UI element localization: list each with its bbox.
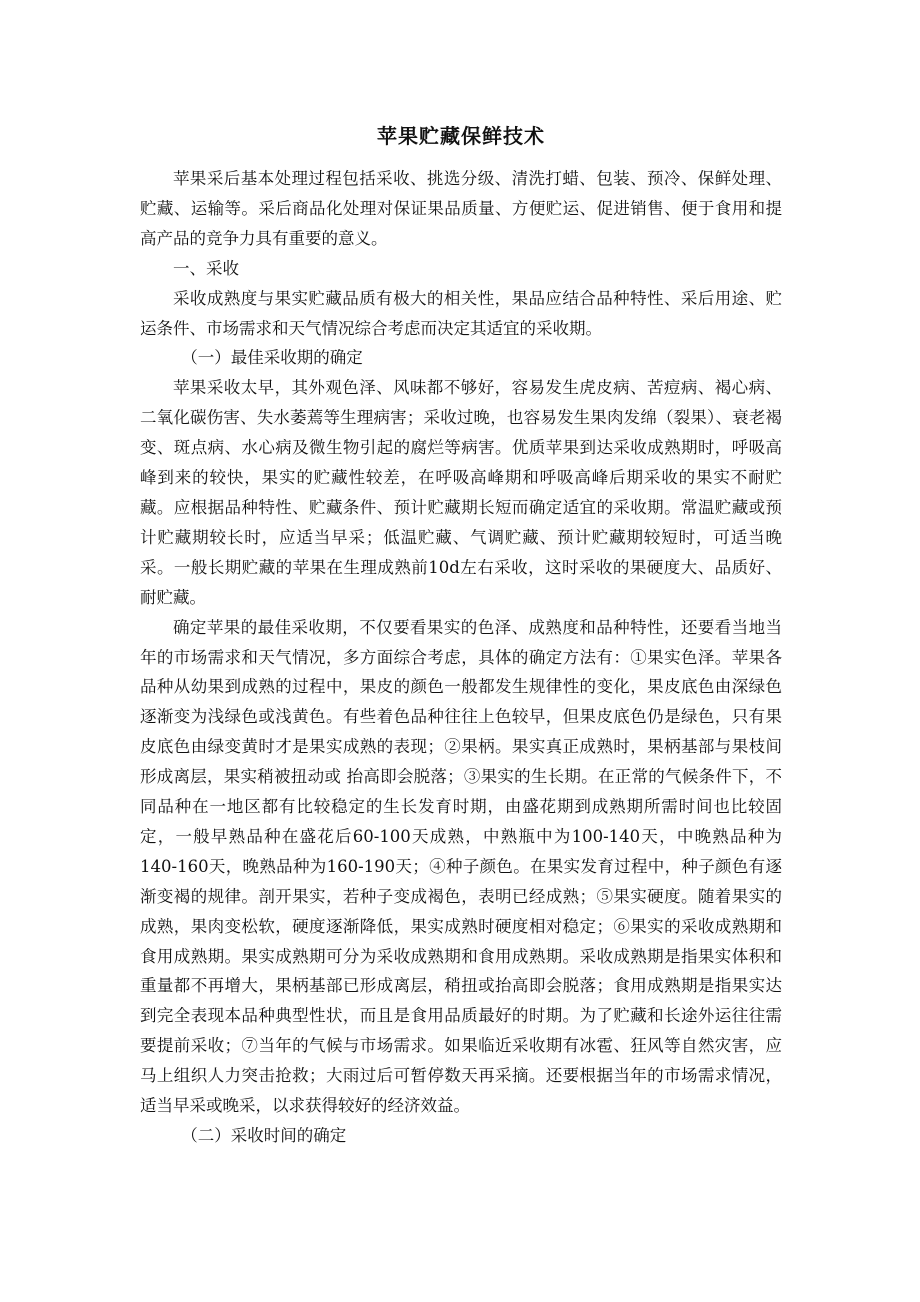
best-harvest-paragraph-1: 苹果采收太早，其外观色泽、风味都不够好，容易发生虎皮病、苦痘病、褐心病、二氧化碳伤害、失水萎蔫等生理病害；采收过晚，也容易发生果肉发绵（裂果）、衰老褐变、斑点病、水心病及微生物引起的腐烂等病害。优质苹果到达采收成熟期时，呼吸高峰到来的较快，果实的贮藏性较差，在呼吸高峰期和呼吸高峰后期采收的果实不耐贮藏。应根据品种特性、贮藏条件、预计贮藏期长短而确定适宜的采收期。常温贮藏或预计贮藏期较长时，应适当早采；低温贮藏、气调贮藏、预计贮藏期较短时，可适当晚采。一般长期贮藏的苹果在生理成熟前10d左右采收，这时采收的果硬度大、品质好、耐贮藏。 [140,378,782,607]
document-page [140,120,782,1151]
harvest-paragraph: 采收成熟度与果实贮藏品质有极大的相关性，果品应结合品种特性、采后用途、贮运条件、市场需求和天气情况综合考虑而决定其适宜的采收期。 [140,288,782,338]
intro-paragraph: 苹果采后基本处理过程包括采收、挑选分级、清洗打蜡、包装、预冷、保鲜处理、贮藏、运输等。采后商品化处理对保证果品质量、方便贮运、促进销售、便于食用和提高产品的竞争力具有重要的意义。 [140,169,782,248]
best-harvest-paragraph-2: 确定苹果的最佳采收期，不仅要看果实的色泽、成熟度和品种特性，还要看当地当年的市场需求和天气情况，多方面综合考虑，具体的确定方法有：①果实色泽。苹果各品种从幼果到成熟的过程中，果皮的颜色一般都发生规律性的变化，果皮底色由深绿色逐渐变为浅绿色或浅黄色。有些着色品种往往上色较早，但果皮底色仍是绿色，只有果皮底色由绿变黄时才是果实成熟的表现；②果柄。果实真正成熟时，果柄基部与果枝间形成离层，果实稍被扭动或 抬高即会脱落；③果实的生长期。在正常的气候条件下，不同品种在一地区都有比较稳定的生长发育时期，由盛花期到成熟期所需时间也比较固定，一般早熟品种在盛花后60-100天成熟，中熟瓶中为100-140天，中晚熟品种为140-160天，晚熟品种为160-190天；④种子颜色。在果实发育过程中，种子颜色有逐渐变褐的规律。剖开果实，若种子变成褐色，表明已经成熟；⑤果实硬度。随着果实的成熟，果肉变松软，硬度逐渐降低，果实成熟时硬度相对稳定；⑥果实的采收成熟期和食用成熟期。果实成熟期可分为采收成熟期和食用成熟期。采收成熟期是指果实体积和重量都不再增大，果柄基部已形成离层，稍扭或抬高即会脱落；食用成熟期是指果实达到完全表现本品种典型性状，而且是食用品质最好的时期。为了贮藏和长途外运往往需要提前采收；⑦当年的气候与市场需求。如果临近采收期有冰雹、狂风等自然灾害，应马上组织人力突击抢救；大雨过后可暂停数天再采摘。还要根据当年的市场需求情况，适当早采或晚采，以求获得较好的经济效益。 [140,617,782,1116]
subheading-harvest-time: （二）采收时间的确定 [181,1126,347,1145]
document-title: 苹果贮藏保鲜技术 [377,124,545,148]
section-heading-harvest: 一、采收 [173,258,239,278]
subheading-best-harvest-period: （一）最佳采收期的确定 [181,348,363,368]
